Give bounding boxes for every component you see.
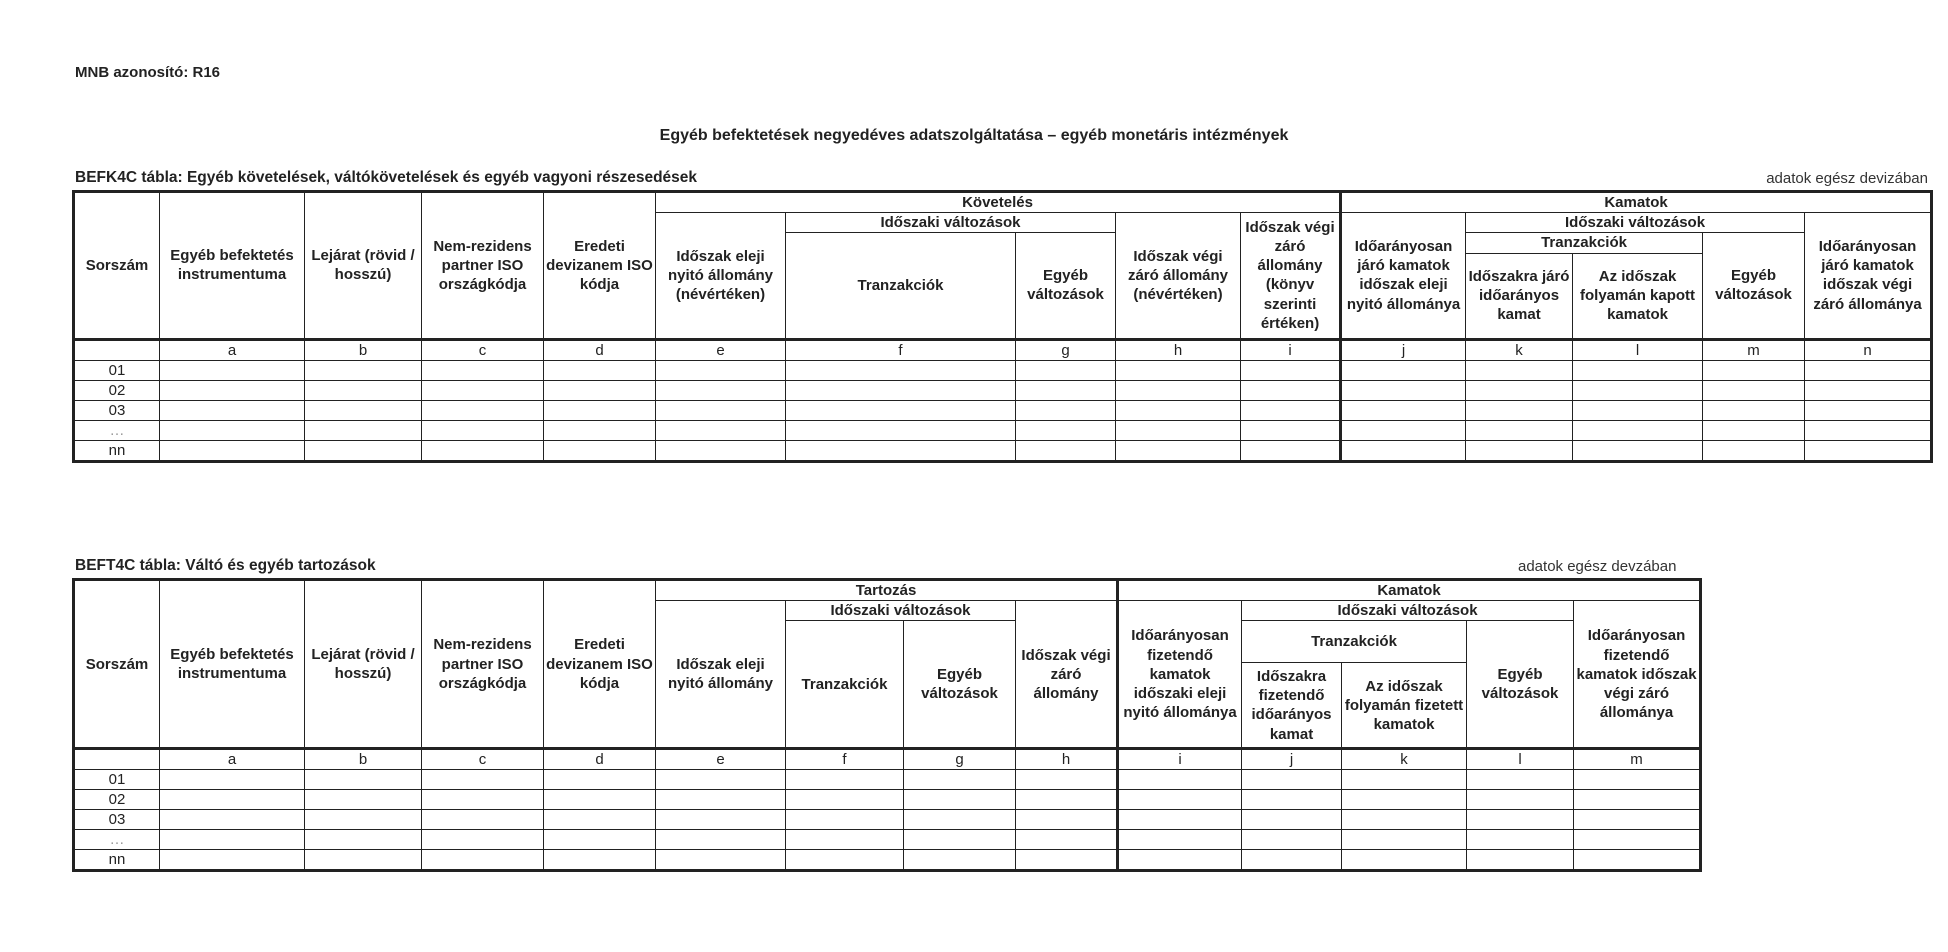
data-cell-i[interactable] [1241, 360, 1341, 380]
data-cell-f[interactable] [786, 770, 904, 790]
data-cell-l[interactable] [1467, 850, 1574, 871]
data-cell-h[interactable] [1016, 830, 1118, 850]
sub-idoszaki-valtozasok: Időszaki változások [786, 213, 1116, 233]
data-cell-b[interactable] [305, 850, 422, 871]
row-number: … [74, 420, 160, 440]
col-kamat-egyeb: Egyéb változások [1467, 621, 1574, 749]
data-cell-h[interactable] [1116, 360, 1241, 380]
data-cell-d[interactable] [544, 850, 656, 871]
col-nyito: Időszak eleji nyitó állomány (névértéken) [656, 213, 786, 339]
sub-kamat-idoszaki-valtozasok: Időszaki változások [1466, 213, 1805, 233]
col-egyeb-valtozasok: Egyéb változások [904, 621, 1016, 749]
data-cell-h[interactable] [1016, 810, 1118, 830]
data-cell-b[interactable] [305, 400, 422, 420]
column-letter: n [1805, 339, 1932, 360]
data-cell-h[interactable] [1016, 770, 1118, 790]
data-cell-g[interactable] [904, 810, 1016, 830]
table1-befk4c [72, 190, 1933, 463]
data-cell-g[interactable] [904, 770, 1016, 790]
group-kamatok: Kamatok [1118, 580, 1701, 601]
row-number: 02 [74, 790, 160, 810]
data-cell-f[interactable] [786, 360, 1016, 380]
data-cell-a[interactable] [160, 360, 305, 380]
data-cell-d[interactable] [544, 420, 656, 440]
column-letter: d [544, 339, 656, 360]
data-cell-l[interactable] [1467, 830, 1574, 850]
data-cell-k[interactable] [1342, 830, 1467, 850]
data-cell-f[interactable] [786, 380, 1016, 400]
data-cell-i[interactable] [1241, 440, 1341, 461]
data-cell-a[interactable] [160, 420, 305, 440]
column-letter: k [1342, 749, 1467, 770]
data-cell-a[interactable] [160, 790, 305, 810]
column-letter: j [1341, 339, 1466, 360]
data-cell-e[interactable] [656, 770, 786, 790]
column-letters-row [74, 339, 1932, 360]
data-cell-m[interactable] [1574, 830, 1701, 850]
data-cell-j[interactable] [1242, 810, 1342, 830]
data-cell-b[interactable] [305, 380, 422, 400]
data-cell-c[interactable] [422, 360, 544, 380]
column-letter: a [160, 749, 305, 770]
data-cell-g[interactable] [1016, 380, 1116, 400]
data-cell-e[interactable] [656, 380, 786, 400]
data-cell-m[interactable] [1574, 790, 1701, 810]
data-cell-l[interactable] [1573, 420, 1703, 440]
data-cell-a[interactable] [160, 810, 305, 830]
col-kamat-idoszakra: Időszakra járó időarányos kamat [1466, 253, 1573, 339]
data-cell-h[interactable] [1116, 440, 1241, 461]
data-cell-j[interactable] [1242, 830, 1342, 850]
col-sorszam: Sorszám [74, 580, 160, 749]
data-cell-a[interactable] [160, 400, 305, 420]
col-kamat-kapott: Az időszak folyamán kapott kamatok [1573, 253, 1703, 339]
data-cell-b[interactable] [305, 360, 422, 380]
data-cell-i[interactable] [1118, 790, 1242, 810]
col-kamat-fizetett: Az időszak folyamán fizetett kamatok [1342, 663, 1467, 749]
column-letter: h [1116, 339, 1241, 360]
data-cell-c[interactable] [422, 440, 544, 461]
col-deviza: Eredeti devizanem ISO kódja [544, 580, 656, 749]
col-deviza: Eredeti devizanem ISO kódja [544, 192, 656, 340]
data-cell-j[interactable] [1341, 420, 1466, 440]
table-row [74, 380, 1932, 400]
table-row [74, 770, 1701, 790]
data-cell-i[interactable] [1118, 770, 1242, 790]
mnb-identifier: MNB azonosító: R16 [75, 64, 221, 81]
column-letter: e [656, 749, 786, 770]
col-lejarat: Lejárat (rövid / hosszú) [305, 192, 422, 340]
column-letter: c [422, 749, 544, 770]
col-kamat-nyito: Időarányosan járó kamatok időszak eleji nyitó állománya [1341, 213, 1466, 339]
col-zaro: Időszak végi záró állomány [1016, 601, 1118, 749]
data-cell-f[interactable] [786, 850, 904, 871]
data-cell-c[interactable] [422, 400, 544, 420]
data-cell-c[interactable] [422, 810, 544, 830]
data-cell-j[interactable] [1341, 380, 1466, 400]
data-cell-n[interactable] [1805, 440, 1932, 461]
table1-unit: adatok egész devizában [1766, 170, 1928, 187]
col-konyv: Időszak végi záró állomány (könyv szerinti értéken) [1241, 213, 1341, 339]
data-cell-b[interactable] [305, 790, 422, 810]
data-cell-m[interactable] [1703, 400, 1805, 420]
data-cell-a[interactable] [160, 770, 305, 790]
data-cell-j[interactable] [1242, 770, 1342, 790]
table-row [74, 790, 1701, 810]
data-cell-g[interactable] [1016, 400, 1116, 420]
data-cell-l[interactable] [1573, 380, 1703, 400]
data-cell-j[interactable] [1341, 400, 1466, 420]
column-letter: h [1016, 749, 1118, 770]
sub-kamat-idoszaki-valtozasok: Időszaki változások [1242, 601, 1574, 621]
data-cell-j[interactable] [1341, 360, 1466, 380]
data-cell-b[interactable] [305, 420, 422, 440]
col-lejarat: Lejárat (rövid / hosszú) [305, 580, 422, 749]
col-kamat-nyito: Időarányosan fizetendő kamatok időszaki eleji nyitó állománya [1118, 601, 1242, 749]
data-cell-d[interactable] [544, 400, 656, 420]
data-cell-k[interactable] [1342, 790, 1467, 810]
column-letter: f [786, 339, 1016, 360]
data-cell-e[interactable] [656, 360, 786, 380]
data-cell-i[interactable] [1241, 400, 1341, 420]
data-cell-c[interactable] [422, 770, 544, 790]
data-cell-l[interactable] [1467, 790, 1574, 810]
data-cell-k[interactable] [1466, 400, 1573, 420]
row-number: … [74, 830, 160, 850]
column-letters-row [74, 749, 1701, 770]
column-letter: g [904, 749, 1016, 770]
data-cell-f[interactable] [786, 830, 904, 850]
data-cell-l[interactable] [1573, 440, 1703, 461]
data-cell-i[interactable] [1118, 850, 1242, 871]
data-cell-k[interactable] [1466, 360, 1573, 380]
table-row [74, 830, 1701, 850]
table-row [74, 440, 1932, 461]
data-cell-n[interactable] [1805, 400, 1932, 420]
data-cell-e[interactable] [656, 420, 786, 440]
data-cell-g[interactable] [1016, 420, 1116, 440]
data-cell-f[interactable] [786, 440, 1016, 461]
data-cell-a[interactable] [160, 850, 305, 871]
col-egyeb-valtozasok: Egyéb változások [1016, 233, 1116, 339]
col-tranzakciok: Tranzakciók [786, 233, 1016, 339]
data-cell-d[interactable] [544, 830, 656, 850]
data-cell-j[interactable] [1242, 850, 1342, 871]
sub-kamat-tranzakciok: Tranzakciók [1466, 233, 1703, 253]
col-zaro: Időszak végi záró állomány (névértéken) [1116, 213, 1241, 339]
data-cell-e[interactable] [656, 830, 786, 850]
data-cell-h[interactable] [1116, 380, 1241, 400]
column-letter: k [1466, 339, 1573, 360]
data-cell-f[interactable] [786, 810, 904, 830]
page-title: Egyéb befektetések negyedéves adatszolgáltatása – egyéb monetáris intézmények [659, 127, 1289, 144]
data-cell-f[interactable] [786, 400, 1016, 420]
data-cell-g[interactable] [904, 850, 1016, 871]
data-cell-l[interactable] [1573, 360, 1703, 380]
data-cell-b[interactable] [305, 810, 422, 830]
row-number: 03 [74, 810, 160, 830]
row-number: 03 [74, 400, 160, 420]
data-cell-e[interactable] [656, 440, 786, 461]
data-cell-e[interactable] [656, 400, 786, 420]
column-letter: l [1467, 749, 1574, 770]
table1-caption: BEFK4C tábla: Egyéb követelések, váltókövetelések és egyéb vagyoni részesedések [75, 169, 698, 186]
data-cell-d[interactable] [544, 360, 656, 380]
data-cell-d[interactable] [544, 380, 656, 400]
data-cell-c[interactable] [422, 420, 544, 440]
data-cell-i[interactable] [1118, 810, 1242, 830]
column-letter: b [305, 339, 422, 360]
data-cell-k[interactable] [1342, 850, 1467, 871]
data-cell-l[interactable] [1573, 400, 1703, 420]
data-cell-e[interactable] [656, 810, 786, 830]
column-letter: g [1016, 339, 1116, 360]
table2-caption: BEFT4C tábla: Váltó és egyéb tartozások [75, 557, 376, 574]
data-cell-i[interactable] [1241, 420, 1341, 440]
data-cell-c[interactable] [422, 790, 544, 810]
data-cell-h[interactable] [1116, 420, 1241, 440]
group-kovetelés: Követelés [656, 192, 1341, 213]
col-nyito: Időszak eleji nyitó állomány [656, 601, 786, 749]
data-cell-c[interactable] [422, 830, 544, 850]
data-cell-b[interactable] [305, 440, 422, 461]
table-row [74, 810, 1701, 830]
col-instrument: Egyéb befektetés instrumentuma [160, 580, 305, 749]
data-cell-m[interactable] [1574, 770, 1701, 790]
data-cell-h[interactable] [1016, 850, 1118, 871]
data-cell-m[interactable] [1703, 420, 1805, 440]
data-cell-g[interactable] [1016, 440, 1116, 461]
row-number: nn [74, 440, 160, 461]
data-cell-l[interactable] [1467, 770, 1574, 790]
data-cell-d[interactable] [544, 810, 656, 830]
column-letter: j [1242, 749, 1342, 770]
data-cell-j[interactable] [1341, 440, 1466, 461]
sub-kamat-tranzakciok: Tranzakciók [1242, 621, 1467, 663]
column-letter: c [422, 339, 544, 360]
data-cell-g[interactable] [1016, 360, 1116, 380]
data-cell-n[interactable] [1805, 420, 1932, 440]
data-cell-i[interactable] [1118, 830, 1242, 850]
column-letter: d [544, 749, 656, 770]
column-letter: e [656, 339, 786, 360]
table2-beft4c [72, 578, 1702, 872]
column-letter: l [1573, 339, 1703, 360]
table2-unit: adatok egész devzában [1518, 558, 1677, 575]
data-cell-m[interactable] [1703, 380, 1805, 400]
col-kamat-idoszakra: Időszakra fizetendő időarányos kamat [1242, 663, 1342, 749]
data-cell-f[interactable] [786, 420, 1016, 440]
data-cell-g[interactable] [904, 830, 1016, 850]
group-tartozas: Tartozás [656, 580, 1118, 601]
data-cell-k[interactable] [1466, 420, 1573, 440]
column-letter: i [1118, 749, 1242, 770]
col-sorszam: Sorszám [74, 192, 160, 340]
column-letter: m [1703, 339, 1805, 360]
data-cell-e[interactable] [656, 790, 786, 810]
data-cell-h[interactable] [1116, 400, 1241, 420]
data-cell-g[interactable] [904, 790, 1016, 810]
table-row [74, 850, 1701, 871]
table-row [74, 400, 1932, 420]
column-letter: f [786, 749, 904, 770]
row-number: 01 [74, 360, 160, 380]
col-partner: Nem-rezidens partner ISO országkódja [422, 192, 544, 340]
col-kamat-zaro: Időarányosan járó kamatok időszak végi záró állománya [1805, 213, 1932, 339]
data-cell-f[interactable] [786, 790, 904, 810]
group-kamatok: Kamatok [1341, 192, 1932, 213]
row-number: nn [74, 850, 160, 871]
data-cell-e[interactable] [656, 850, 786, 871]
data-cell-l[interactable] [1467, 810, 1574, 830]
column-letter: a [160, 339, 305, 360]
data-cell-m[interactable] [1703, 440, 1805, 461]
data-cell-c[interactable] [422, 380, 544, 400]
data-cell-m[interactable] [1574, 850, 1701, 871]
column-letter: m [1574, 749, 1701, 770]
data-cell-b[interactable] [305, 770, 422, 790]
data-cell-c[interactable] [422, 850, 544, 871]
row-number: 01 [74, 770, 160, 790]
data-cell-n[interactable] [1805, 360, 1932, 380]
col-instrument: Egyéb befektetés instrumentuma [160, 192, 305, 340]
col-kamat-egyeb: Egyéb változások [1703, 233, 1805, 339]
row-number: 02 [74, 380, 160, 400]
data-cell-m[interactable] [1703, 360, 1805, 380]
col-kamat-zaro: Időarányosan fizetendő kamatok időszak végi záró állománya [1574, 601, 1701, 749]
sub-idoszaki-valtozasok: Időszaki változások [786, 601, 1016, 621]
col-partner: Nem-rezidens partner ISO országkódja [422, 580, 544, 749]
data-cell-a[interactable] [160, 380, 305, 400]
data-cell-b[interactable] [305, 830, 422, 850]
data-cell-a[interactable] [160, 440, 305, 461]
data-cell-a[interactable] [160, 830, 305, 850]
data-cell-d[interactable] [544, 790, 656, 810]
data-cell-k[interactable] [1342, 770, 1467, 790]
data-cell-k[interactable] [1342, 810, 1467, 830]
data-cell-k[interactable] [1466, 440, 1573, 461]
data-cell-k[interactable] [1466, 380, 1573, 400]
data-cell-m[interactable] [1574, 810, 1701, 830]
data-cell-d[interactable] [544, 770, 656, 790]
table-row [74, 360, 1932, 380]
data-cell-j[interactable] [1242, 790, 1342, 810]
data-cell-i[interactable] [1241, 380, 1341, 400]
col-tranzakciok: Tranzakciók [786, 621, 904, 749]
data-cell-h[interactable] [1016, 790, 1118, 810]
data-cell-n[interactable] [1805, 380, 1932, 400]
table-row [74, 420, 1932, 440]
data-cell-d[interactable] [544, 440, 656, 461]
column-letter: i [1241, 339, 1341, 360]
column-letter: b [305, 749, 422, 770]
